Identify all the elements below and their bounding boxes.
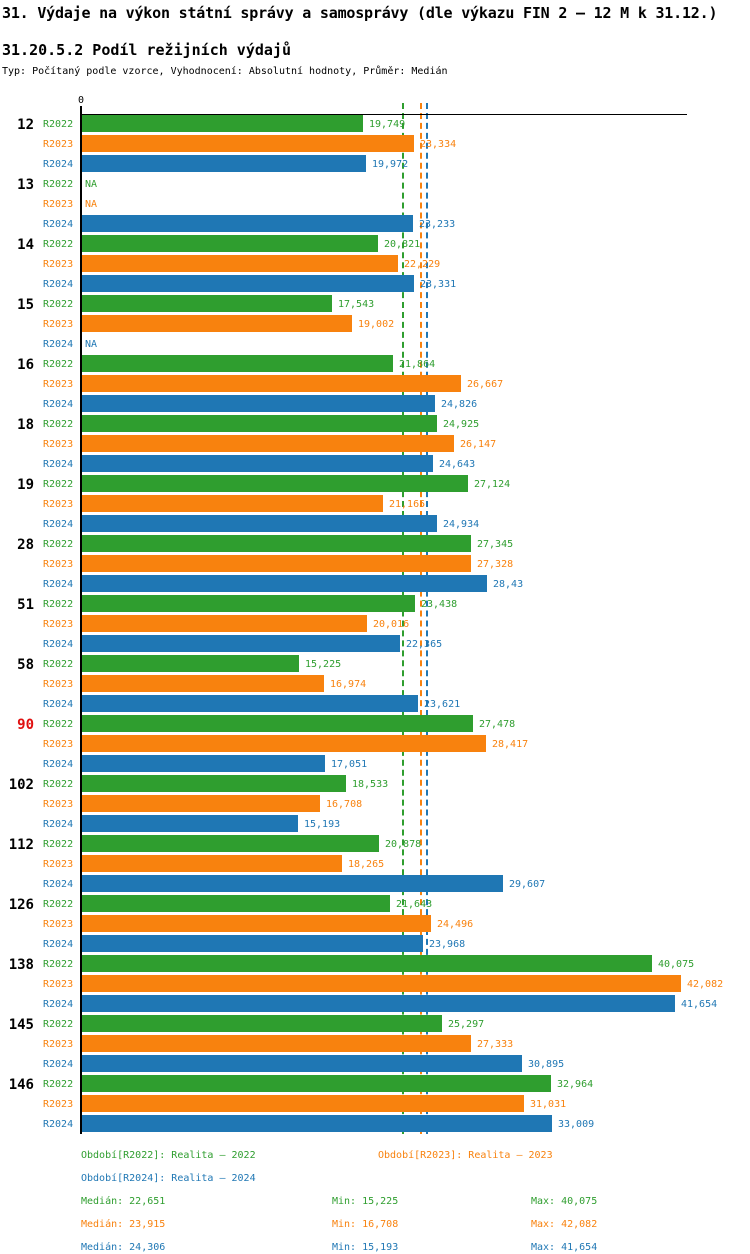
value-label: 23,334 [420, 139, 457, 150]
bar-14-r2024 [82, 275, 414, 292]
value-label: 28,43 [493, 579, 524, 590]
series-label: R2024 [43, 459, 74, 470]
group-label-138: 138 [8, 957, 34, 973]
value-label: 17,051 [331, 759, 368, 770]
value-label: 32,964 [557, 1079, 594, 1090]
series-label: R2024 [43, 879, 74, 890]
group-label-90: 90 [17, 717, 34, 733]
stat-max-r2024: Max: 41,654 [531, 1242, 598, 1253]
series-label: R2022 [43, 779, 74, 790]
group-label-58: 58 [17, 657, 34, 673]
axis-origin-label: 0 [77, 95, 85, 106]
bar-16-r2024 [82, 395, 435, 412]
stat-median-r2023: Medián: 23,915 [81, 1219, 166, 1230]
page-title: 31. Výdaje na výkon státní správy a samosprávy (dle výkazu FIN 2 – 12 M k 31.12.) [2, 4, 718, 22]
series-label: R2024 [43, 339, 74, 350]
series-label: R2022 [43, 479, 74, 490]
bar-145-r2023 [82, 1035, 471, 1052]
value-label: 17,543 [338, 299, 375, 310]
series-label: R2022 [43, 539, 74, 550]
series-label: R2024 [43, 639, 74, 650]
value-label: 23,331 [420, 279, 457, 290]
legend-r2024: Období[R2024]: Realita – 2024 [81, 1173, 256, 1184]
series-label: R2024 [43, 519, 74, 530]
series-label: R2024 [43, 1119, 74, 1130]
value-label: 21,864 [399, 359, 436, 370]
bar-19-r2023 [82, 495, 383, 512]
value-label: 42,082 [687, 979, 724, 990]
bar-14-r2023 [82, 255, 398, 272]
series-label: R2023 [43, 979, 74, 990]
series-label: R2023 [43, 619, 74, 630]
group-label-112: 112 [8, 837, 34, 853]
value-label: 22,229 [404, 259, 441, 270]
group-label-12: 12 [17, 117, 34, 133]
series-label: R2024 [43, 279, 74, 290]
bar-51-r2024 [82, 635, 400, 652]
series-label: R2024 [43, 819, 74, 830]
bar-146-r2023 [82, 1095, 524, 1112]
series-label: R2023 [43, 799, 74, 810]
value-label: 31,031 [530, 1099, 567, 1110]
bar-51-r2022 [82, 595, 415, 612]
series-label: R2024 [43, 1059, 74, 1070]
group-label-15: 15 [17, 297, 34, 313]
bar-126-r2022 [82, 895, 390, 912]
legend-r2022: Období[R2022]: Realita – 2022 [81, 1150, 256, 1161]
stat-max-r2023: Max: 42,082 [531, 1219, 598, 1230]
series-label: R2023 [43, 199, 74, 210]
series-label: R2023 [43, 559, 74, 570]
bar-90-r2023 [82, 735, 486, 752]
series-label: R2024 [43, 939, 74, 950]
bar-138-r2024 [82, 995, 675, 1012]
series-label: R2023 [43, 139, 74, 150]
series-label: R2022 [43, 359, 74, 370]
bar-146-r2024 [82, 1115, 552, 1132]
value-label: 24,826 [441, 399, 478, 410]
value-label: 24,934 [443, 519, 480, 530]
value-label: 33,009 [558, 1119, 595, 1130]
series-label: R2023 [43, 379, 74, 390]
value-label: 26,147 [460, 439, 497, 450]
bar-112-r2023 [82, 855, 342, 872]
value-label: 21,643 [396, 899, 433, 910]
bar-146-r2022 [82, 1075, 551, 1092]
value-label: 16,974 [330, 679, 367, 690]
value-label: 21,165 [389, 499, 426, 510]
series-label: R2023 [43, 499, 74, 510]
stat-min-r2023: Min: 16,708 [332, 1219, 399, 1230]
series-label: R2023 [43, 1039, 74, 1050]
value-label: 27,478 [479, 719, 516, 730]
bar-12-r2023 [82, 135, 414, 152]
value-label: 24,496 [437, 919, 474, 930]
value-label: 20,821 [384, 239, 421, 250]
value-label: 40,075 [658, 959, 695, 970]
bar-14-r2022 [82, 235, 378, 252]
stat-median-r2022: Medián: 22,651 [81, 1196, 166, 1207]
bar-58-r2024 [82, 695, 418, 712]
series-label: R2024 [43, 159, 74, 170]
value-label: 23,438 [421, 599, 458, 610]
series-label: R2023 [43, 319, 74, 330]
series-label: R2022 [43, 299, 74, 310]
stat-min-r2024: Min: 15,193 [332, 1242, 399, 1253]
series-label: R2023 [43, 919, 74, 930]
bar-102-r2023 [82, 795, 320, 812]
bar-90-r2022 [82, 715, 473, 732]
value-label: 23,233 [419, 219, 456, 230]
group-label-28: 28 [17, 537, 34, 553]
value-label: 15,193 [304, 819, 341, 830]
series-label: R2023 [43, 679, 74, 690]
series-label: R2022 [43, 239, 74, 250]
bar-19-r2024 [82, 515, 437, 532]
value-label: 19,002 [358, 319, 395, 330]
value-label: 26,667 [467, 379, 504, 390]
series-label: R2022 [43, 1019, 74, 1030]
bar-19-r2022 [82, 475, 468, 492]
bar-138-r2022 [82, 955, 652, 972]
legend-r2023: Období[R2023]: Realita – 2023 [378, 1150, 553, 1161]
group-label-18: 18 [17, 417, 34, 433]
page-subtitle: 31.20.5.2 Podíl režijních výdajů [2, 41, 291, 59]
series-label: R2022 [43, 839, 74, 850]
bar-18-r2024 [82, 455, 433, 472]
chart-meta-line: Typ: Počítaný podle vzorce, Vyhodnocení: Absolutní hodnoty, Průměr: Medián [2, 66, 448, 77]
value-label: 22,365 [406, 639, 443, 650]
group-label-19: 19 [17, 477, 34, 493]
bar-58-r2023 [82, 675, 324, 692]
bar-138-r2023 [82, 975, 681, 992]
value-label: 27,124 [474, 479, 511, 490]
value-label-na: NA [85, 339, 98, 350]
value-label: 23,621 [424, 699, 461, 710]
bar-126-r2023 [82, 915, 431, 932]
bar-12-r2024 [82, 155, 366, 172]
value-label: 20,878 [385, 839, 422, 850]
value-label: 19,749 [369, 119, 406, 130]
series-label: R2024 [43, 999, 74, 1010]
series-label: R2022 [43, 179, 74, 190]
bar-51-r2023 [82, 615, 367, 632]
series-label: R2023 [43, 259, 74, 270]
group-label-51: 51 [17, 597, 34, 613]
value-label: 18,265 [348, 859, 385, 870]
series-label: R2022 [43, 899, 74, 910]
value-label: 15,225 [305, 659, 342, 670]
bar-12-r2022 [82, 115, 363, 132]
value-label: 41,654 [681, 999, 718, 1010]
value-label: 27,345 [477, 539, 514, 550]
series-label: R2024 [43, 219, 74, 230]
bar-90-r2024 [82, 755, 325, 772]
series-label: R2022 [43, 1079, 74, 1090]
bar-13-r2024 [82, 215, 413, 232]
value-label: 24,925 [443, 419, 480, 430]
stat-min-r2022: Min: 15,225 [332, 1196, 399, 1207]
series-label: R2022 [43, 419, 74, 430]
value-label-na: NA [85, 199, 98, 210]
value-label: 20,016 [373, 619, 410, 630]
axis-baseline [80, 106, 82, 1134]
bar-15-r2022 [82, 295, 332, 312]
group-label-102: 102 [8, 777, 34, 793]
bar-18-r2022 [82, 415, 437, 432]
group-label-145: 145 [8, 1017, 34, 1033]
series-label: R2022 [43, 719, 74, 730]
value-label: 24,643 [439, 459, 476, 470]
value-label: 18,533 [352, 779, 389, 790]
value-label: 27,333 [477, 1039, 514, 1050]
stat-max-r2022: Max: 40,075 [531, 1196, 598, 1207]
bar-145-r2022 [82, 1015, 442, 1032]
value-label: 29,607 [509, 879, 546, 890]
series-label: R2022 [43, 659, 74, 670]
series-label: R2023 [43, 859, 74, 870]
group-label-14: 14 [17, 237, 34, 253]
series-label: R2022 [43, 959, 74, 970]
bar-126-r2024 [82, 935, 423, 952]
series-label: R2024 [43, 699, 74, 710]
bar-58-r2022 [82, 655, 299, 672]
bar-28-r2023 [82, 555, 471, 572]
value-label-na: NA [85, 179, 98, 190]
group-label-16: 16 [17, 357, 34, 373]
value-label: 27,328 [477, 559, 514, 570]
value-label: 30,895 [528, 1059, 565, 1070]
bar-145-r2024 [82, 1055, 522, 1072]
series-label: R2023 [43, 1099, 74, 1110]
group-label-126: 126 [8, 897, 34, 913]
bar-15-r2023 [82, 315, 352, 332]
series-label: R2024 [43, 579, 74, 590]
bar-112-r2024 [82, 875, 503, 892]
bar-18-r2023 [82, 435, 454, 452]
group-label-146: 146 [8, 1077, 34, 1093]
bar-16-r2023 [82, 375, 461, 392]
series-label: R2023 [43, 439, 74, 450]
series-label: R2022 [43, 599, 74, 610]
value-label: 23,968 [429, 939, 466, 950]
group-label-13: 13 [17, 177, 34, 193]
axis-top-line [80, 114, 687, 115]
value-label: 25,297 [448, 1019, 485, 1030]
bar-112-r2022 [82, 835, 379, 852]
value-label: 16,708 [326, 799, 363, 810]
series-label: R2022 [43, 119, 74, 130]
bar-16-r2022 [82, 355, 393, 372]
value-label: 19,972 [372, 159, 409, 170]
series-label: R2024 [43, 759, 74, 770]
bar-28-r2022 [82, 535, 471, 552]
stat-median-r2024: Medián: 24,306 [81, 1242, 166, 1253]
series-label: R2024 [43, 399, 74, 410]
bar-28-r2024 [82, 575, 487, 592]
bar-102-r2024 [82, 815, 298, 832]
bar-102-r2022 [82, 775, 346, 792]
value-label: 28,417 [492, 739, 529, 750]
series-label: R2023 [43, 739, 74, 750]
